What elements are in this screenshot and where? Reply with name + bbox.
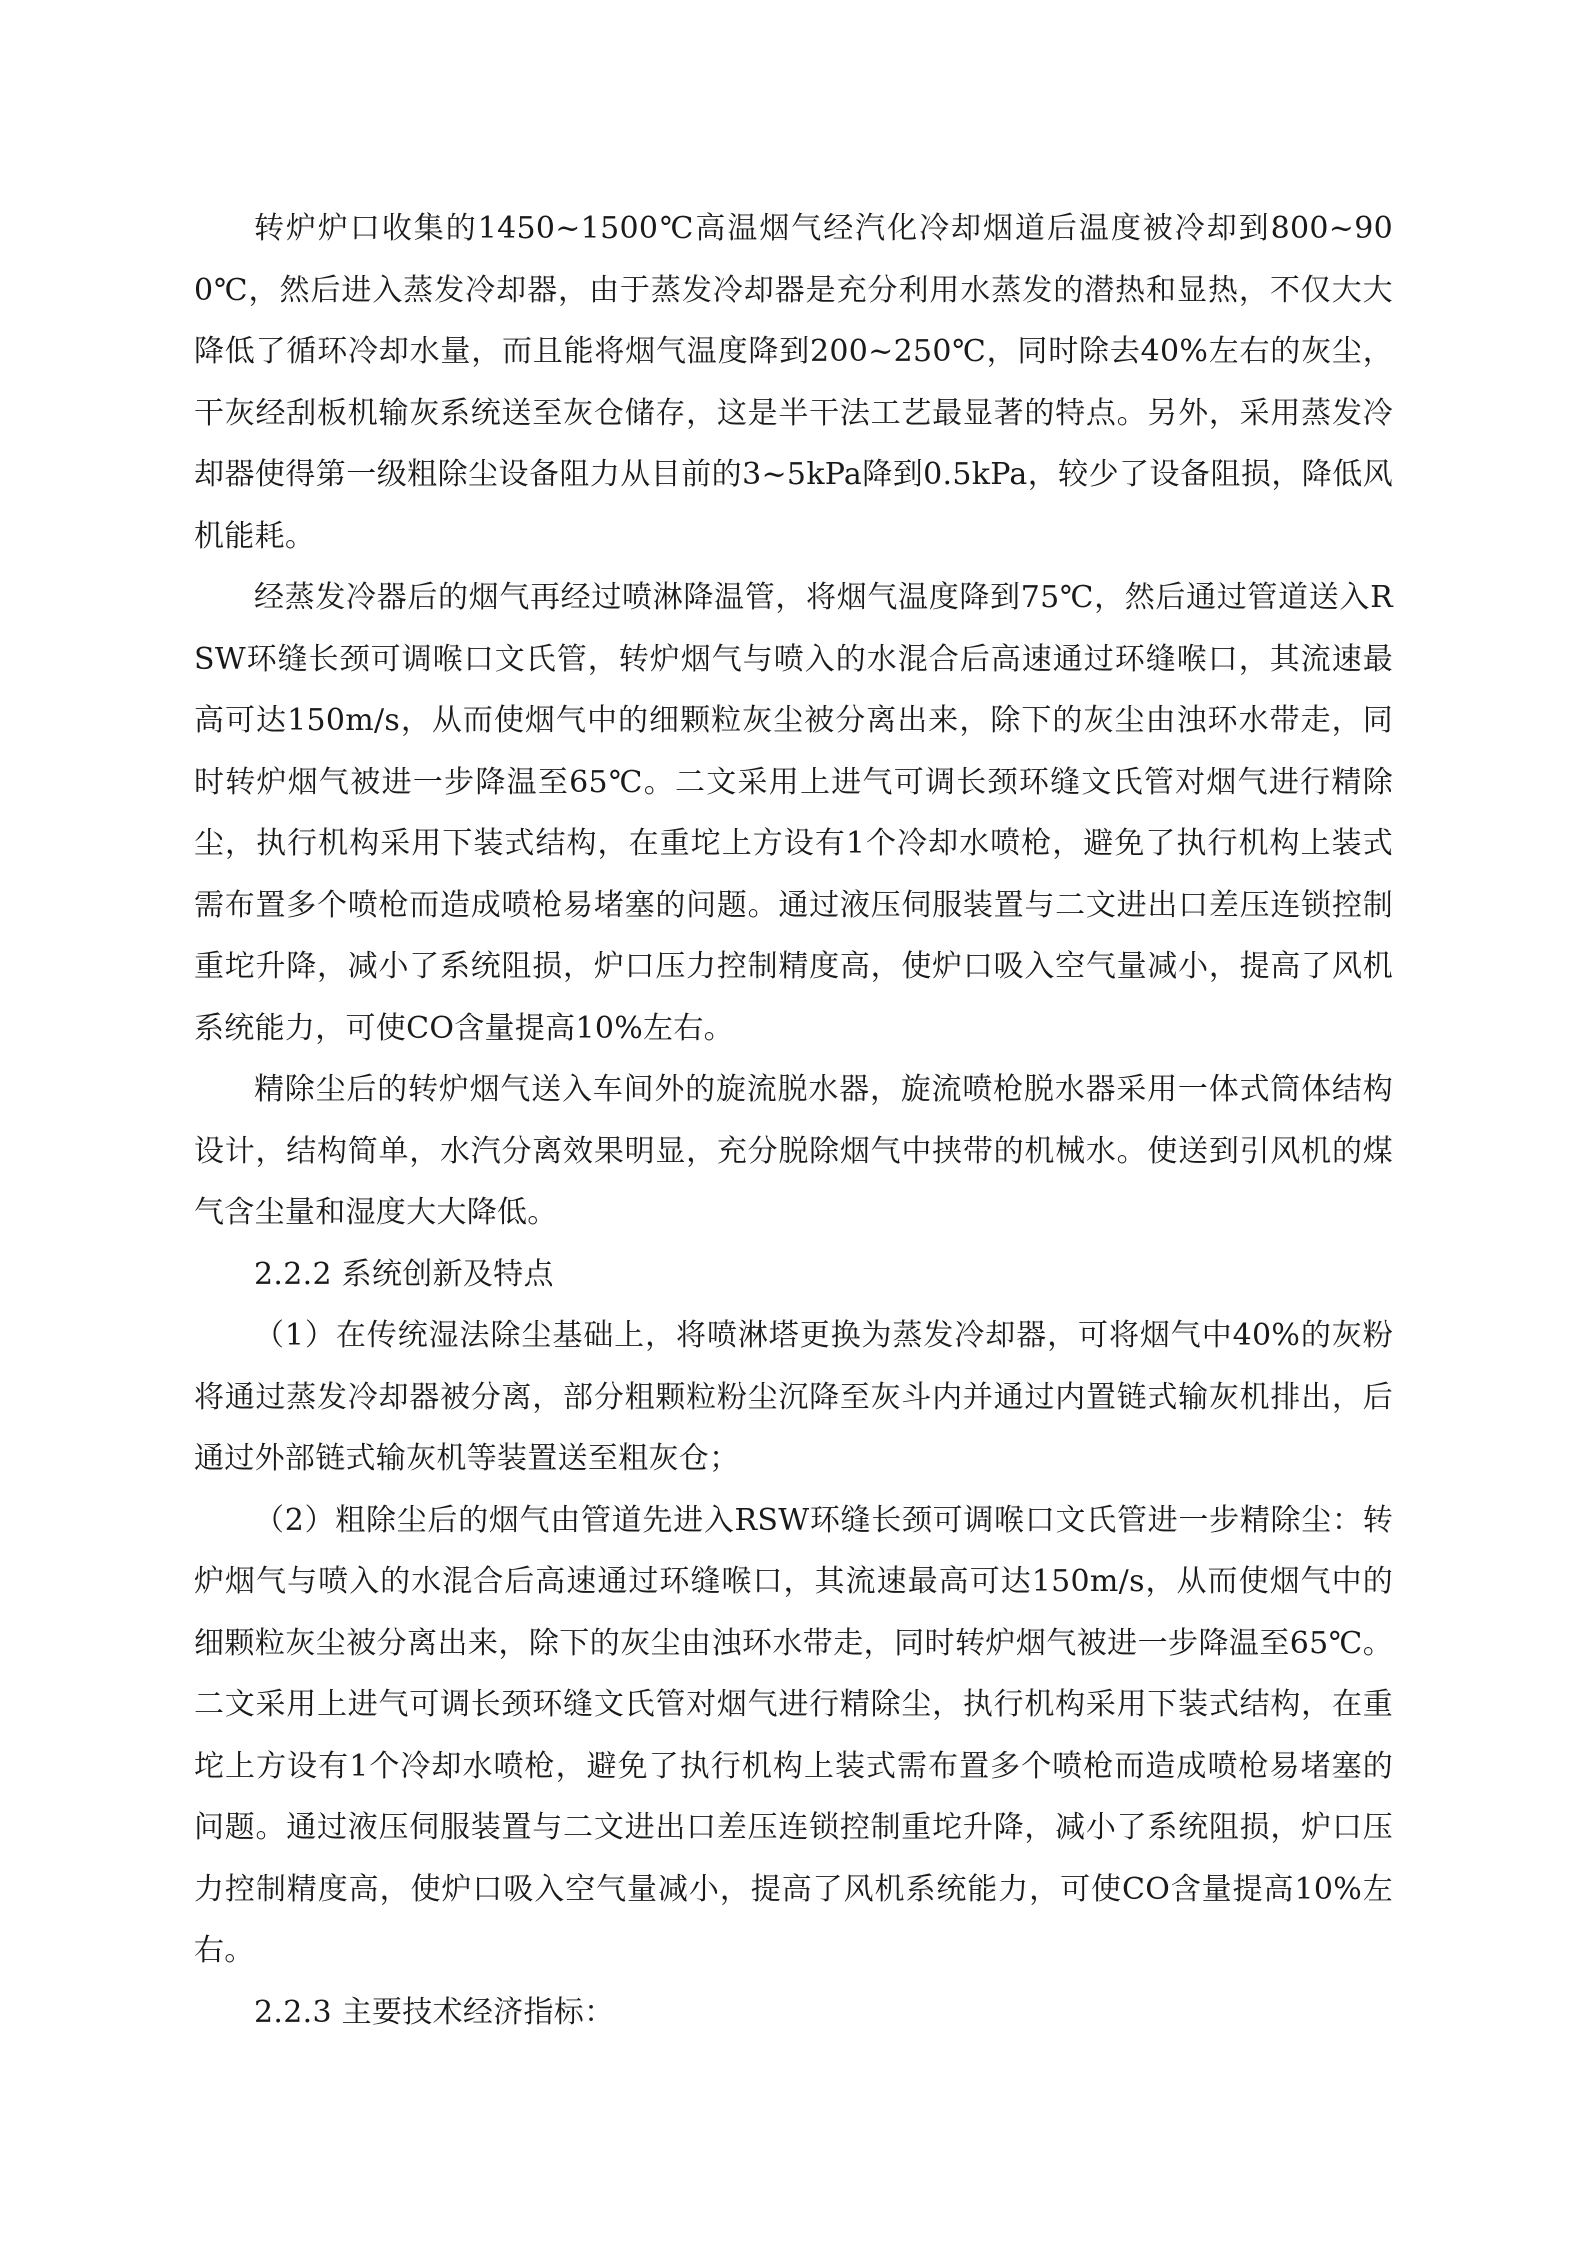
paragraph-evaporative-cooler: 转炉炉口收集的1450~1500℃高温烟气经汽化冷却烟道后温度被冷却到800~900℃，然后进入蒸发冷却器，由于蒸发冷却器是充分利用水蒸发的潜热和显热，不仅大大降低了循环冷却水量，而且能将烟气温度降到200~250℃，同时除去40%左右的灰尘，干灰经刮板机输灰系统送至灰仓储存，这是半干法工艺最显著的特点。另外，采用蒸发冷却器使得第一级粗除尘设备阻力从目前的3~5kPa降到0.5kPa，较少了设备阻损，降低风机能耗。 <box>194 211 1393 554</box>
paragraph-venturi-tube: 经蒸发冷器后的烟气再经过喷淋降温管，将烟气温度降到75℃，然后通过管道送入RSW环缝长颈可调喉口文氏管，转炉烟气与喷入的水混合后高速通过环缝喉口，其流速最高可达150m/s，从而使烟气中的细颗粒灰尘被分离出来，除下的灰尘由浊环水带走，同时转炉烟气被进一步降温至65℃。二文采用上进气可调长颈环缝文氏管对烟气进行精除尘，执行机构采用下装式结构，在重坨上方设有1个冷却水喷枪，避免了执行机构上装式需布置多个喷枪而造成喷枪易堵塞的问题。通过液压伺服装置与二文进出口差压连锁控制重坨升降，减小了系统阻损，炉口压力控制精度高，使炉口吸入空气量减小，提高了风机系统能力，可使CO含量提高10%左右。 <box>194 580 1393 1046</box>
section-heading-2-2-2: 2.2.2 系统创新及特点 <box>254 1256 554 1292</box>
list-item-2: （2）粗除尘后的烟气由管道先进入RSW环缝长颈可调喉口文氏管进一步精除尘：转炉烟气与喷入的水混合后高速通过环缝喉口，其流速最高可达150m/s，从而使烟气中的细颗粒灰尘被分离出来，除下的灰尘由浊环水带走，同时转炉烟气被进一步降温至65℃。二文采用上进气可调长颈环缝文氏管对烟气进行精除尘，执行机构采用下装式结构，在重坨上方设有1个冷却水喷枪，避免了执行机构上装式需布置多个喷枪而造成喷枪易堵塞的问题。通过液压伺服装置与二文进出口差压连锁控制重坨升降，减小了系统阻损，炉口压力控制精度高，使炉口吸入空气量减小，提高了风机系统能力，可使CO含量提高10%左右。 <box>194 1502 1393 1968</box>
section-heading-2-2-3: 2.2.3 主要技术经济指标： <box>254 1994 615 2030</box>
paragraph-cyclone-dewaterer: 精除尘后的转炉烟气送入车间外的旋流脱水器，旋流喷枪脱水器采用一体式筒体结构设计，结构简单，水汽分离效果明显，充分脱除烟气中挟带的机械水。使送到引风机的煤气含尘量和湿度大大降低。 <box>194 1072 1393 1230</box>
list-item-1: （1）在传统湿法除尘基础上，将喷淋塔更换为蒸发冷却器，可将烟气中40%的灰粉将通过蒸发冷却器被分离，部分粗颗粒粉尘沉降至灰斗内并通过内置链式输灰机排出，后通过外部链式输灰机等装置送至粗灰仓； <box>194 1318 1393 1476</box>
